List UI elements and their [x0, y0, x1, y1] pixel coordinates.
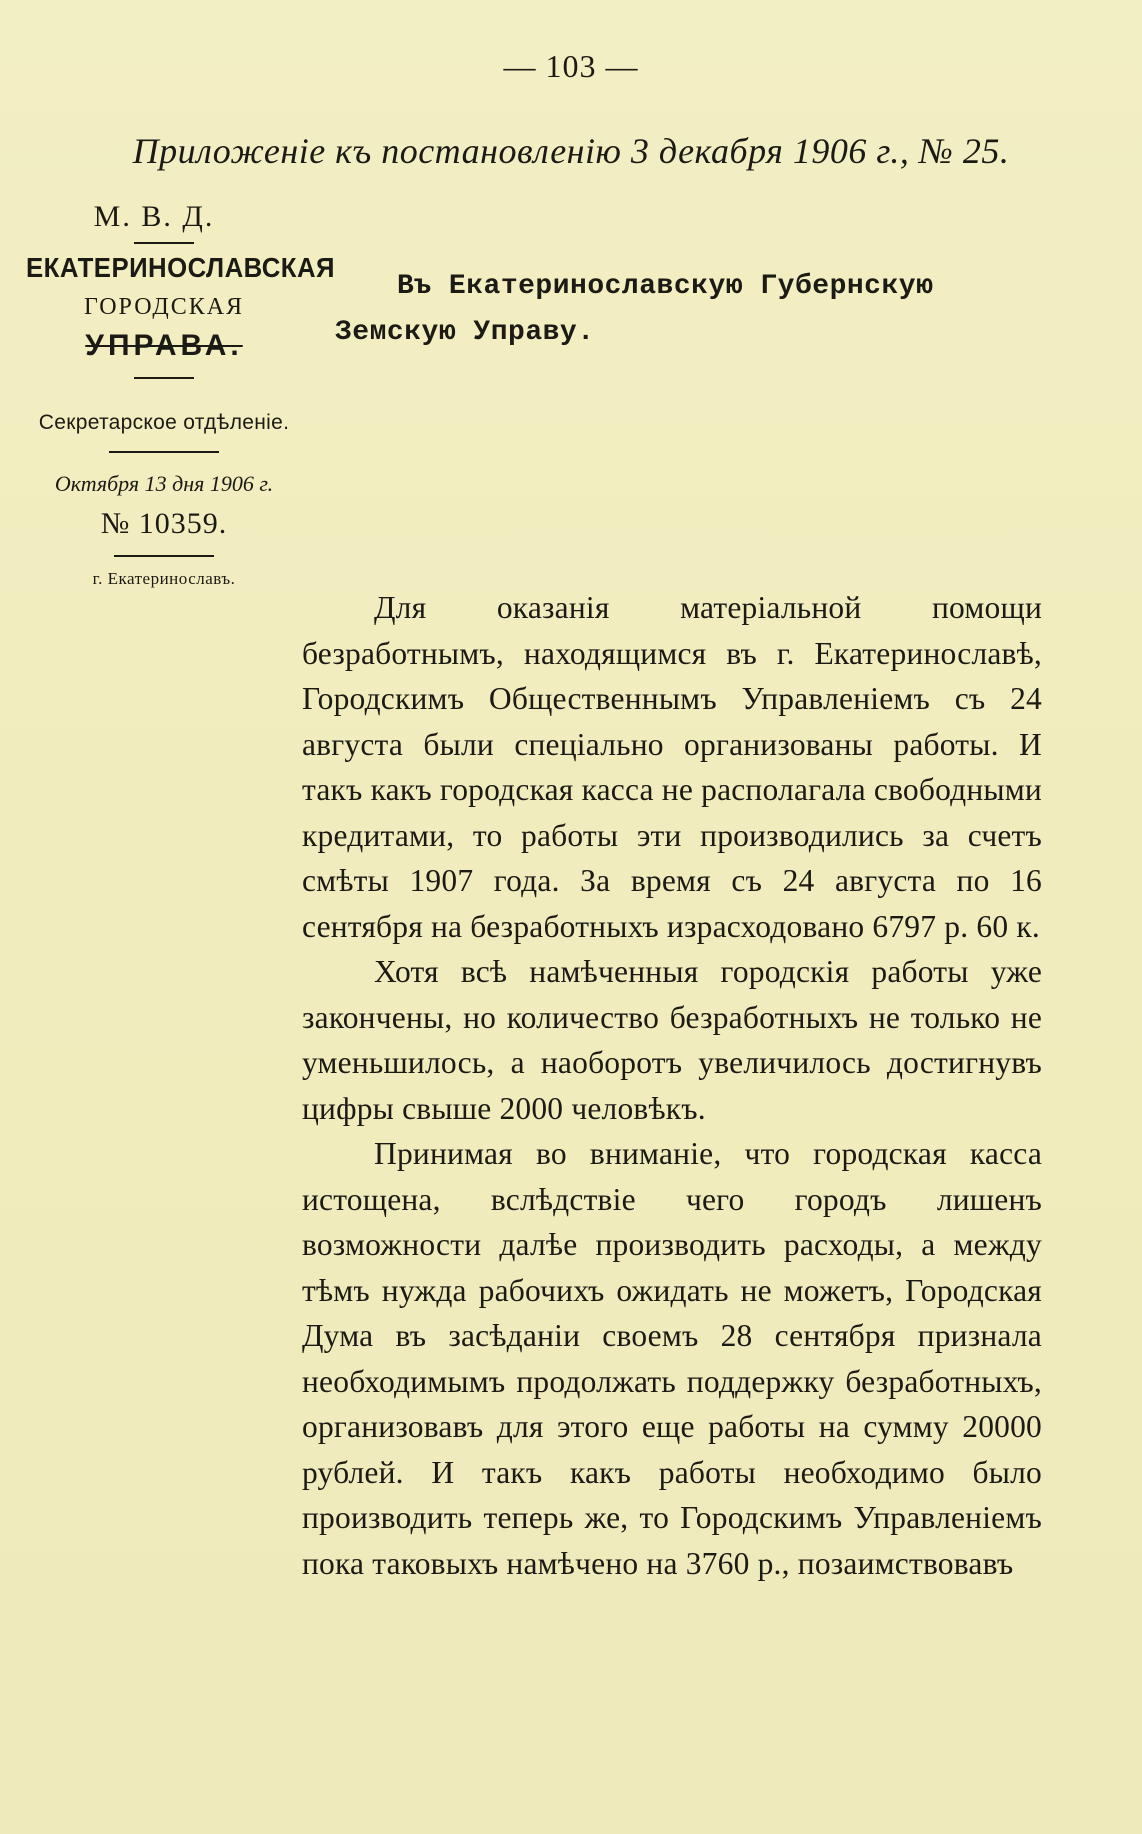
letterhead — [14, 200, 336, 589]
addressee-line-2: Земскую Управу. — [335, 317, 595, 348]
divider — [134, 377, 194, 379]
department-label: Секретарское отдѣленіе. — [38, 411, 290, 434]
addressee-line-1: Въ Екатеринославскую Губернскую — [397, 271, 934, 302]
ministry-abbreviation: М. В. Д. — [93, 200, 215, 233]
divider — [134, 242, 194, 244]
uprava-label: УПРАВА. — [85, 329, 243, 362]
letter-number: № 10359. — [100, 507, 228, 540]
appendix-heading: Приложеніе къ постановленію 3 декабря 1906 г., № 25. — [132, 131, 1010, 171]
city-name: ЕКАТЕРИНОСЛАВСКАЯ — [26, 252, 336, 283]
divider — [114, 555, 214, 557]
letter-place: г. Екатеринославъ. — [92, 569, 236, 588]
gorodskaya-label: ГОРОДСКАЯ — [83, 294, 245, 320]
letter-body — [302, 585, 1042, 1586]
divider — [109, 451, 219, 453]
page-number: — 103 — — [503, 48, 639, 84]
body-paragraph-1: Для оказанія матеріальной помощи безработнымъ, находящимся въ г. Екатеринославѣ, Городскимъ Общественнымъ Управленіемъ съ 24 августа были спеціально организованы работы. И такъ какъ городская касса не располагала свободными кредитами, то работы эти производились за счетъ смѣты 1907 года. За время съ 24 августа по 16 сентября на безработныхъ израсходовано 6797 р. 60 к. — [302, 590, 1042, 944]
letter-date: Октября 13 дня 1906 г. — [54, 471, 274, 496]
body-paragraph-3: Принимая во вниманіе, что городская касса истощена, вслѣдствіе чего городъ лишенъ возможности далѣе производить расходы, а между тѣмъ нужда рабочихъ ожидать не можетъ, Городская Дума въ засѣданіи своемъ 28 сентября признала необходимымъ продолжать поддержку безработныхъ, организовавъ для этого еще работы на сумму 20000 рублей. И такъ какъ работы необходимо было производить теперь же, то Городскимъ Управленіемъ пока таковыхъ намѣчено на 3760 р., позаимствовавъ — [302, 1136, 1042, 1581]
body-paragraph-2: Хотя всѣ намѣченныя городскія работы уже закончены, но количество безработныхъ не только не уменьшилось, а наоборотъ увеличилось достигнувъ цифры свыше 2000 человѣкъ. — [302, 954, 1042, 1126]
addressee — [335, 264, 1035, 356]
